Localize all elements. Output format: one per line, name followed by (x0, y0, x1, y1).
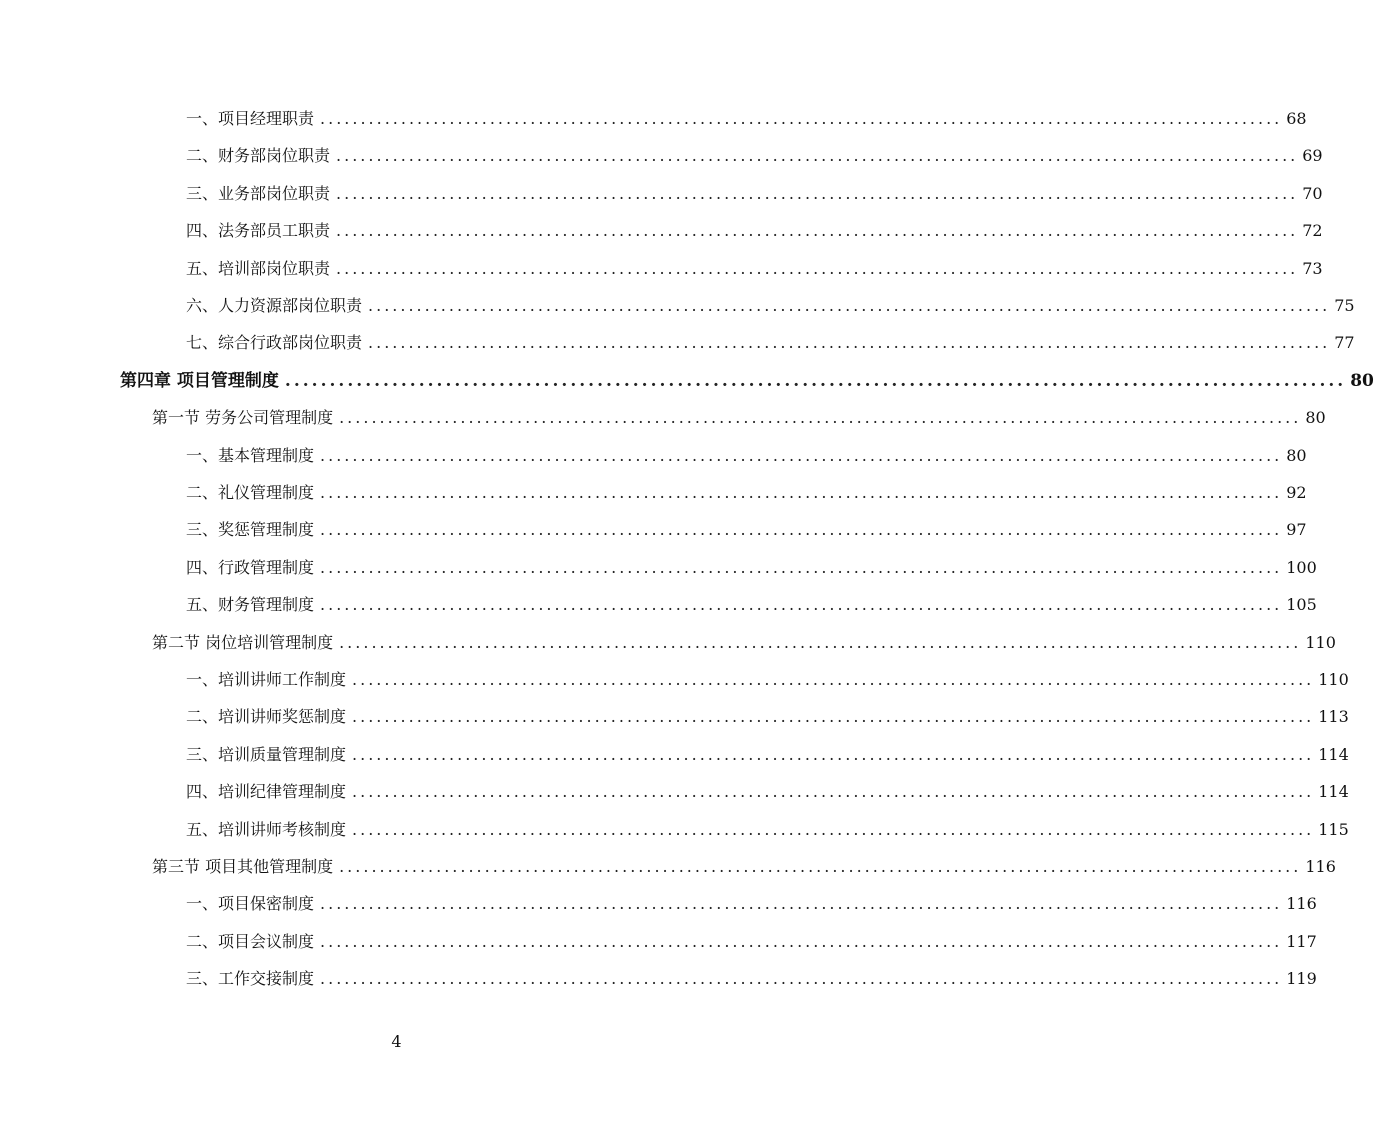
toc-entry-page: 114 (1318, 745, 1349, 764)
toc-entry-title: 一、项目保密制度 (186, 894, 315, 913)
toc-entry-title: 第二节 岗位培训管理制度 (152, 633, 334, 652)
toc-chapter-entry[interactable] (120, 367, 1374, 395)
toc-leader-dots: ....................................................................................................................... (320, 932, 1283, 951)
toc-entry-title: 四、行政管理制度 (186, 558, 315, 577)
toc-leader-dots: ....................................................................................................................... (284, 371, 1347, 391)
toc-entry-title: 五、培训讲师考核制度 (186, 820, 347, 839)
toc-entry-title: 第三节 项目其他管理制度 (152, 857, 334, 876)
toc-entry-page: 110 (1305, 633, 1336, 652)
toc-entry-title: 二、项目会议制度 (186, 932, 315, 951)
toc-entry-page: 97 (1286, 520, 1307, 539)
toc-section-entry[interactable] (152, 404, 1326, 432)
toc-leader-dots: ....................................................................................................................... (339, 408, 1302, 427)
toc-item-entry[interactable] (186, 292, 1355, 320)
toc-entry-title: 二、培训讲师奖惩制度 (186, 707, 347, 726)
toc-entry-title: 三、业务部岗位职责 (186, 184, 331, 203)
toc-entry-title: 第四章 项目管理制度 (120, 371, 279, 391)
toc-entry-title: 七、综合行政部岗位职责 (186, 333, 363, 352)
toc-item-entry[interactable] (186, 516, 1307, 544)
toc-item-entry[interactable] (186, 703, 1349, 731)
toc-item-entry[interactable] (186, 217, 1323, 245)
toc-leader-dots: ....................................................................................................................... (320, 558, 1283, 577)
toc-leader-dots: ....................................................................................................................... (320, 595, 1283, 614)
toc-entry-title: 三、工作交接制度 (186, 969, 315, 988)
toc-entry-title: 五、培训部岗位职责 (186, 259, 331, 278)
toc-entry-title: 第一节 劳务公司管理制度 (152, 408, 334, 427)
toc-item-entry[interactable] (186, 778, 1349, 806)
toc-entry-page: 69 (1302, 146, 1323, 165)
toc-leader-dots: ....................................................................................................................... (320, 520, 1283, 539)
toc-entry-page: 73 (1302, 259, 1323, 278)
toc-item-entry[interactable] (186, 890, 1317, 918)
toc-leader-dots: ....................................................................................................................... (320, 894, 1283, 913)
toc-item-entry[interactable] (186, 442, 1307, 470)
toc-item-entry[interactable] (186, 666, 1349, 694)
toc-item-entry[interactable] (186, 965, 1317, 993)
toc-item-entry[interactable] (186, 591, 1317, 619)
toc-leader-dots: ....................................................................................................................... (368, 333, 1331, 352)
toc-entry-page: 75 (1334, 296, 1355, 315)
toc-entry-page: 70 (1302, 184, 1323, 203)
toc-leader-dots: ....................................................................................................................... (320, 446, 1283, 465)
page-number: 4 (391, 1032, 402, 1051)
toc-entry-title: 三、奖惩管理制度 (186, 520, 315, 539)
toc-item-entry[interactable] (186, 180, 1323, 208)
toc-item-entry[interactable] (186, 105, 1307, 133)
toc-section-entry[interactable] (152, 629, 1336, 657)
toc-leader-dots: ....................................................................................................................... (368, 296, 1331, 315)
toc-entry-page: 77 (1334, 333, 1355, 352)
toc-entry-page: 110 (1318, 670, 1349, 689)
toc-entry-page: 72 (1302, 221, 1323, 240)
toc-entry-page: 92 (1286, 483, 1307, 502)
toc-leader-dots: ....................................................................................................................... (320, 109, 1283, 128)
toc-entry-title: 四、培训纪律管理制度 (186, 782, 347, 801)
toc-entry-page: 80 (1286, 446, 1307, 465)
toc-entry-title: 六、人力资源部岗位职责 (186, 296, 363, 315)
toc-leader-dots: ....................................................................................................................... (339, 633, 1302, 652)
toc-entry-title: 二、礼仪管理制度 (186, 483, 315, 502)
toc-entry-title: 五、财务管理制度 (186, 595, 315, 614)
toc-leader-dots: ....................................................................................................................... (320, 483, 1283, 502)
toc-entry-page: 68 (1286, 109, 1307, 128)
toc-entry-title: 一、基本管理制度 (186, 446, 315, 465)
toc-item-entry[interactable] (186, 142, 1323, 170)
toc-entry-page: 119 (1286, 969, 1317, 988)
toc-entry-page: 116 (1305, 857, 1336, 876)
toc-leader-dots: ....................................................................................................................... (336, 146, 1299, 165)
toc-entry-page: 100 (1286, 558, 1317, 577)
toc-entry-title: 四、法务部员工职责 (186, 221, 331, 240)
toc-item-entry[interactable] (186, 255, 1323, 283)
toc-item-entry[interactable] (186, 816, 1349, 844)
toc-entry-page: 105 (1286, 595, 1317, 614)
toc-entry-title: 二、财务部岗位职责 (186, 146, 331, 165)
toc-leader-dots: ....................................................................................................................... (339, 857, 1302, 876)
toc-item-entry[interactable] (186, 554, 1317, 582)
toc-entry-page: 80 (1305, 408, 1326, 427)
toc-item-entry[interactable] (186, 329, 1355, 357)
toc-leader-dots: ....................................................................................................................... (352, 782, 1315, 801)
toc-section-entry[interactable] (152, 853, 1336, 881)
toc-entry-title: 三、培训质量管理制度 (186, 745, 347, 764)
toc-entry-page: 114 (1318, 782, 1349, 801)
toc-item-entry[interactable] (186, 479, 1307, 507)
toc-item-entry[interactable] (186, 928, 1317, 956)
toc-leader-dots: ....................................................................................................................... (320, 969, 1283, 988)
toc-leader-dots: ....................................................................................................................... (352, 707, 1315, 726)
toc-leader-dots: ....................................................................................................................... (352, 745, 1315, 764)
toc-leader-dots: ....................................................................................................................... (336, 259, 1299, 278)
toc-entry-page: 113 (1318, 707, 1349, 726)
toc-item-entry[interactable] (186, 741, 1349, 769)
toc-entry-page: 80 (1350, 371, 1374, 391)
toc-entry-page: 115 (1318, 820, 1349, 839)
toc-entry-page: 117 (1286, 932, 1317, 951)
toc-entry-page: 116 (1286, 894, 1317, 913)
toc-entry-title: 一、培训讲师工作制度 (186, 670, 347, 689)
toc-leader-dots: ....................................................................................................................... (352, 820, 1315, 839)
toc-leader-dots: ....................................................................................................................... (336, 184, 1299, 203)
toc-leader-dots: ....................................................................................................................... (352, 670, 1315, 689)
toc-leader-dots: ....................................................................................................................... (336, 221, 1299, 240)
toc-entry-title: 一、项目经理职责 (186, 109, 315, 128)
